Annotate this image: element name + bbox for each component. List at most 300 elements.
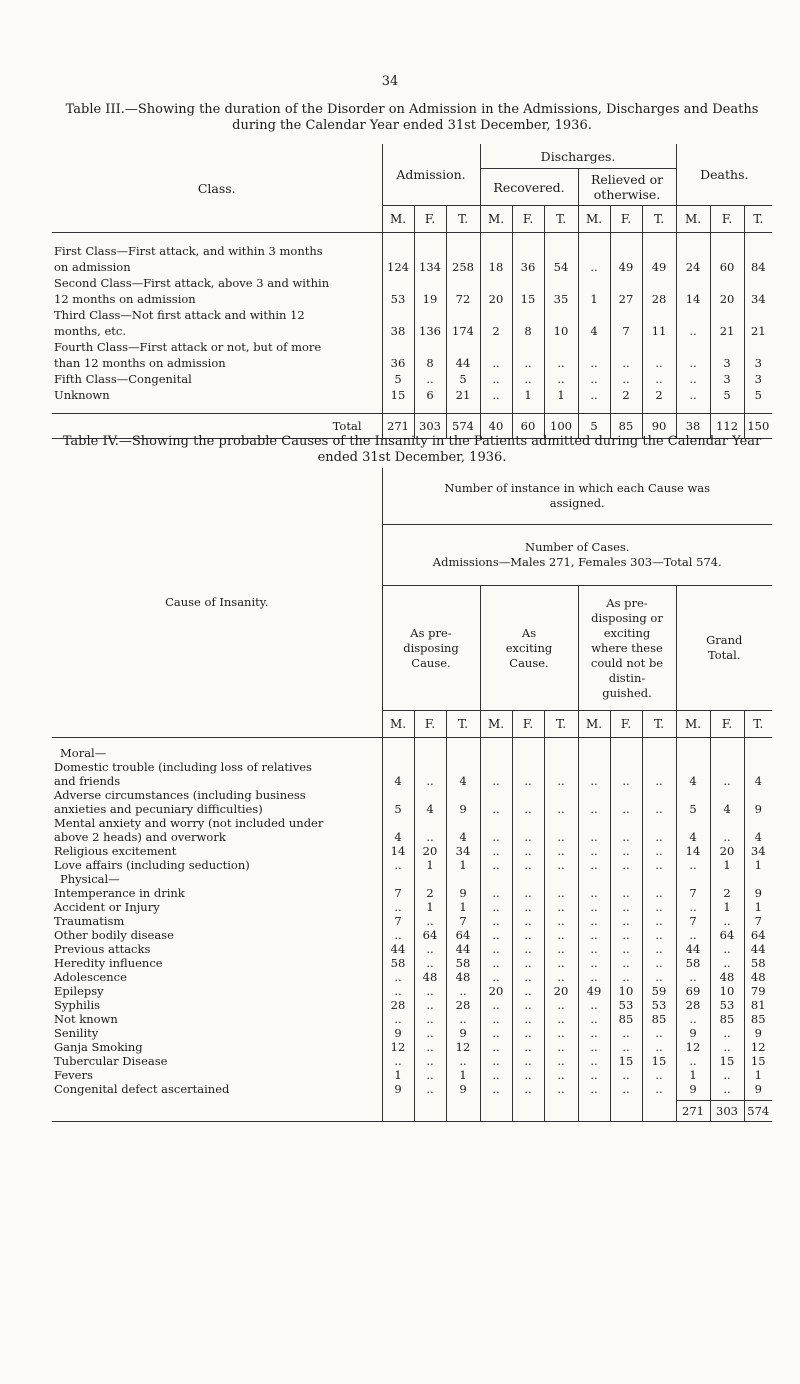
t3-total-cell: 574	[446, 414, 480, 439]
t4-row-cell: 44	[382, 942, 414, 956]
t4-row-spacer	[480, 788, 512, 802]
t4-f-header: F.	[710, 711, 744, 738]
t4-row-cell: ..	[512, 886, 544, 900]
t4-row-cell: 1	[414, 858, 446, 872]
t3-row-cell: 24	[676, 259, 710, 275]
t4-row-cell: ..	[480, 928, 512, 942]
t3-row-cell: 124	[382, 259, 414, 275]
t4-row-cell: 14	[382, 844, 414, 858]
t3-row-spacer	[610, 275, 642, 291]
t4-row-spacer	[642, 816, 676, 830]
t4-row-cell: 15	[610, 1054, 642, 1068]
t3-row-spacer	[382, 275, 414, 291]
t4-row-cell: 5	[382, 802, 414, 816]
t4-row-cell: 1	[414, 900, 446, 914]
t4-total-spacer	[382, 1101, 414, 1122]
t4-row-cell: 34	[744, 844, 772, 858]
t4-row-cell: ..	[642, 1082, 676, 1096]
t3-row-cell: ..	[610, 355, 642, 371]
t3-total-cell: 40	[480, 414, 512, 439]
t3-row-cell: 38	[382, 323, 414, 339]
t3-recovered-header: Recovered.	[480, 169, 578, 206]
t3-total-cell: 5	[578, 414, 610, 439]
spacer-cell	[382, 403, 414, 414]
t4-row-cell: ..	[544, 802, 578, 816]
t4-row-cell: ..	[480, 802, 512, 816]
t4-row-cell: ..	[512, 1026, 544, 1040]
t3-row-label-cont: 12 months on admission	[54, 292, 196, 306]
t3-m-header: M.	[578, 206, 610, 233]
t4-row-spacer	[512, 760, 544, 774]
t3-row-cell: 27	[610, 291, 642, 307]
t3-row-spacer	[710, 275, 744, 291]
t3-discharges-header: Discharges.	[480, 144, 676, 169]
t3-row-cell: 19	[414, 291, 446, 307]
t4-row-spacer	[578, 760, 610, 774]
spacer-cell	[446, 233, 480, 244]
t3-row-spacer	[744, 339, 772, 355]
t4-row-cell: ..	[480, 1068, 512, 1082]
t4-spacer	[610, 746, 642, 760]
t3-t-header: T.	[642, 206, 676, 233]
t4-row-spacer	[710, 816, 744, 830]
t4-row-spacer	[446, 760, 480, 774]
t4-row-cell: ..	[610, 844, 642, 858]
t4-row-spacer	[544, 788, 578, 802]
t4-row-cell: ..	[544, 1026, 578, 1040]
t3-row-cell: 10	[544, 323, 578, 339]
t4-row-cell: ..	[480, 858, 512, 872]
t3-row-cell: 6	[414, 387, 446, 403]
t4-grand-total-cell: 271	[676, 1101, 710, 1122]
t3-row-cell: 3	[710, 371, 744, 387]
t4-row-cell: 1	[446, 858, 480, 872]
t4-total-spacer	[610, 1101, 642, 1122]
t3-row-cell: 49	[610, 259, 642, 275]
t4-spacer	[578, 872, 610, 886]
t3-row-cell: 174	[446, 323, 480, 339]
t3-row-spacer	[744, 307, 772, 323]
t4-row-cell: 10	[610, 984, 642, 998]
t4-row-cell: ..	[512, 844, 544, 858]
t4-row-cell: ..	[610, 886, 642, 900]
t4-row-cell: 81	[744, 998, 772, 1012]
t4-row-cell: ..	[512, 956, 544, 970]
t4-row-cell: 12	[676, 1040, 710, 1054]
t4-row-cell: ..	[676, 1012, 710, 1026]
t4-row-cell: 1	[446, 900, 480, 914]
t4-row-cell: ..	[544, 1040, 578, 1054]
t3-row-cell: 5	[382, 371, 414, 387]
t3-row-cell: 7	[610, 323, 642, 339]
t4-row-cell: 48	[414, 970, 446, 984]
t3-row-spacer	[446, 243, 480, 259]
t3-row-cell: 2	[480, 323, 512, 339]
t3-row-cell: 21	[446, 387, 480, 403]
t4-row-cell: 12	[446, 1040, 480, 1054]
t4-f-header: F.	[512, 711, 544, 738]
t4-row-spacer	[642, 788, 676, 802]
t4-row-cell: ..	[642, 774, 676, 788]
t4-row-cell: 69	[676, 984, 710, 998]
t4-row-cell: 2	[710, 886, 744, 900]
t4-row-cell: ..	[512, 1068, 544, 1082]
t4-row-cell: ..	[544, 858, 578, 872]
t4-predisposing-header: As pre- disposing Cause.	[382, 586, 480, 711]
t3-row-spacer	[642, 243, 676, 259]
t4-row-label: Adverse circumstances (including business	[54, 788, 306, 802]
t4-row-cell: 7	[744, 914, 772, 928]
t4-row-spacer	[676, 760, 710, 774]
t3-row-spacer	[544, 307, 578, 323]
t4-row-spacer	[744, 788, 772, 802]
t4-row-cell: ..	[642, 802, 676, 816]
t4-row-spacer	[382, 760, 414, 774]
spacer-cell	[642, 233, 676, 244]
t4-row-cell: ..	[544, 1054, 578, 1068]
t4-row-cell: 44	[744, 942, 772, 956]
t4-row-cell: 64	[710, 928, 744, 942]
t3-row-cell: ..	[642, 371, 676, 387]
t3-total-cell: 85	[610, 414, 642, 439]
t3-row-spacer	[642, 275, 676, 291]
t4-row-label: Religious excitement	[54, 844, 177, 858]
t4-row-cell: ..	[382, 1054, 414, 1068]
t4-row-label: Fevers	[54, 1068, 93, 1082]
t4-row-cell: ..	[710, 1068, 744, 1082]
t3-row-spacer	[512, 275, 544, 291]
t4-row-cell: ..	[610, 858, 642, 872]
t4-row-cell: 20	[544, 984, 578, 998]
t3-m-header: M.	[480, 206, 512, 233]
t4-row-cell: ..	[414, 956, 446, 970]
t4-row-spacer	[578, 788, 610, 802]
t3-row-spacer	[446, 275, 480, 291]
t4-row-cell: ..	[512, 942, 544, 956]
t4-total-spacer	[642, 1101, 676, 1122]
t3-row-cell: 28	[642, 291, 676, 307]
t4-spacer	[480, 872, 512, 886]
spacer-cell	[480, 738, 512, 747]
t4-row-cell: ..	[512, 970, 544, 984]
t4-row-cell: 1	[446, 1068, 480, 1082]
t4-row-cell: ..	[642, 858, 676, 872]
t4-row-cell: ..	[578, 1054, 610, 1068]
spacer-cell	[578, 403, 610, 414]
t4-total-spacer	[414, 1101, 446, 1122]
t3-row-spacer	[414, 307, 446, 323]
t4-row-cell: ..	[382, 900, 414, 914]
spacer-cell	[544, 403, 578, 414]
spacer-cell	[446, 403, 480, 414]
t4-row-cell: 85	[710, 1012, 744, 1026]
t4-row-cell: ..	[710, 774, 744, 788]
t4-row-cell: 9	[446, 1026, 480, 1040]
t4-row-cell: 53	[710, 998, 744, 1012]
t4-row-cell: ..	[642, 928, 676, 942]
t3-row-cell: ..	[578, 387, 610, 403]
t4-row-cell: ..	[480, 970, 512, 984]
t4-grand-header: Grand Total.	[676, 586, 772, 711]
t4-row-cell: ..	[544, 928, 578, 942]
t4-row-cell: ..	[414, 998, 446, 1012]
t4-row-cell: ..	[610, 774, 642, 788]
t4-row-cell: 10	[710, 984, 744, 998]
t4-row-label-cont: anxieties and pecuniary difficulties)	[54, 802, 263, 816]
t4-row-cell: ..	[544, 774, 578, 788]
t4-row-cell: ..	[512, 928, 544, 942]
t4-row-spacer	[642, 760, 676, 774]
spacer-cell	[676, 403, 710, 414]
t3-t-header: T.	[744, 206, 772, 233]
t3-row-spacer	[578, 307, 610, 323]
t3-row-label-cont: than 12 months on admission	[54, 356, 226, 370]
t4-row-cell: 64	[744, 928, 772, 942]
t3-row-cell: ..	[578, 355, 610, 371]
t4-row-cell: ..	[544, 914, 578, 928]
t4-row-cell: ..	[578, 970, 610, 984]
t4-row-cell: 14	[676, 844, 710, 858]
t4-row-cell: ..	[610, 900, 642, 914]
t4-row-cell: ..	[414, 1026, 446, 1040]
t4-t-header: T.	[446, 711, 480, 738]
t3-row-spacer	[544, 243, 578, 259]
spacer-cell	[382, 233, 414, 244]
t3-row-cell: ..	[642, 355, 676, 371]
t4-row-cell: ..	[446, 1012, 480, 1026]
t4-row-cell: 48	[744, 970, 772, 984]
table3	[52, 144, 772, 439]
t3-row-spacer	[710, 243, 744, 259]
t4-row-cell: ..	[610, 1026, 642, 1040]
t4-row-cell: 58	[446, 956, 480, 970]
t3-row-cell: 136	[414, 323, 446, 339]
t4-row-cell: ..	[480, 1040, 512, 1054]
t4-row-cell: 53	[642, 998, 676, 1012]
t4-row-cell: ..	[480, 998, 512, 1012]
t4-row-cell: ..	[642, 886, 676, 900]
t3-row-spacer	[744, 243, 772, 259]
t4-row-cell: ..	[414, 914, 446, 928]
t4-row-label: Accident or Injury	[54, 900, 160, 914]
t4-row-cell: ..	[382, 984, 414, 998]
t4-row-label: Other bodily disease	[54, 928, 174, 942]
table4-caption: Table IV.—Showing the probable Causes of the Insanity in the Patients admitted during the Calendar Year ended 31st December, 1936.	[62, 434, 762, 465]
t3-row-cell: 18	[480, 259, 512, 275]
t4-row-cell: ..	[578, 1012, 610, 1026]
t4-row-label: Tubercular Disease	[54, 1054, 168, 1068]
t3-row-spacer	[676, 339, 710, 355]
t3-f-header: F.	[610, 206, 642, 233]
t3-total-cell: 60	[512, 414, 544, 439]
t4-row-cell: ..	[578, 900, 610, 914]
t3-m-header: M.	[382, 206, 414, 233]
t3-row-spacer	[676, 307, 710, 323]
t4-row-cell: 20	[710, 844, 744, 858]
t3-row-cell: 1	[578, 291, 610, 307]
t3-row-cell: ..	[676, 323, 710, 339]
spacer-cell	[610, 233, 642, 244]
t4-spacer	[414, 746, 446, 760]
t3-row-spacer	[676, 275, 710, 291]
spacer-cell	[744, 233, 772, 244]
t4-row-cell: 59	[642, 984, 676, 998]
t4-row-cell: 9	[446, 886, 480, 900]
t3-row-cell: 49	[642, 259, 676, 275]
t4-row-cell: ..	[414, 1068, 446, 1082]
t4-row-cell: ..	[414, 830, 446, 844]
t4-row-cell: ..	[642, 844, 676, 858]
t3-row-cell: 134	[414, 259, 446, 275]
t3-row-spacer	[512, 307, 544, 323]
t3-row-cell: ..	[544, 355, 578, 371]
t3-total-cell: 38	[676, 414, 710, 439]
t4-row-cell: ..	[642, 1068, 676, 1082]
t3-row-cell: ..	[544, 371, 578, 387]
spacer-cell	[676, 233, 710, 244]
t3-row-spacer	[382, 339, 414, 355]
t4-row-cell: 20	[414, 844, 446, 858]
t4-row-cell: 4	[710, 802, 744, 816]
t4-row-cell: ..	[642, 900, 676, 914]
t4-row-cell: ..	[642, 830, 676, 844]
t4-row-cell: ..	[642, 970, 676, 984]
t4-row-cell: 34	[446, 844, 480, 858]
t3-row-cell: 14	[676, 291, 710, 307]
t3-row-cell: 1	[512, 387, 544, 403]
t4-row-cell: ..	[414, 1012, 446, 1026]
t4-section-physical: Physical—	[60, 872, 120, 886]
t4-row-cell: 2	[414, 886, 446, 900]
t4-row-cell: 9	[744, 886, 772, 900]
t3-row-spacer	[578, 243, 610, 259]
t3-row-spacer	[642, 339, 676, 355]
t4-row-cell: ..	[480, 1012, 512, 1026]
t4-row-cell: 9	[744, 802, 772, 816]
t4-row-cell: 48	[446, 970, 480, 984]
t3-row-cell: 258	[446, 259, 480, 275]
t4-row-cell: ..	[578, 802, 610, 816]
t4-row-cell: ..	[544, 1012, 578, 1026]
t4-row-label: Intemperance in drink	[54, 886, 185, 900]
t3-f-header: F.	[512, 206, 544, 233]
t4-row-cell: ..	[512, 900, 544, 914]
t3-row-cell: 8	[512, 323, 544, 339]
t4-m-header: M.	[382, 711, 414, 738]
t4-row-cell: ..	[414, 942, 446, 956]
t4-spacer	[744, 872, 772, 886]
t4-row-cell: 58	[382, 956, 414, 970]
t3-row-spacer	[446, 339, 480, 355]
t3-row-cell: 34	[744, 291, 772, 307]
t4-row-cell: ..	[578, 928, 610, 942]
t3-total-cell: 100	[544, 414, 578, 439]
t4-row-cell: ..	[578, 1040, 610, 1054]
t4-row-cell: 9	[446, 802, 480, 816]
t3-total-cell: 112	[710, 414, 744, 439]
t4-row-spacer	[544, 816, 578, 830]
t3-row-label: Fifth Class—Congenital	[54, 372, 192, 386]
t3-row-cell: ..	[414, 371, 446, 387]
t4-row-cell: 7	[676, 886, 710, 900]
t4-row-cell: ..	[710, 914, 744, 928]
t3-row-spacer	[382, 307, 414, 323]
t4-row-cell: ..	[512, 802, 544, 816]
t4-row-cell: 7	[446, 914, 480, 928]
t4-row-cell: ..	[642, 1026, 676, 1040]
t4-row-spacer	[446, 788, 480, 802]
t3-row-cell: ..	[512, 371, 544, 387]
t4-row-cell: ..	[642, 942, 676, 956]
t4-row-label: Ganja Smoking	[54, 1040, 143, 1054]
t4-row-cell: 4	[744, 774, 772, 788]
t4-row-cell: ..	[578, 998, 610, 1012]
t4-row-cell: ..	[544, 900, 578, 914]
t4-row-cell: ..	[414, 984, 446, 998]
spacer-cell	[710, 233, 744, 244]
t4-row-spacer	[414, 760, 446, 774]
t4-row-label: Syphilis	[54, 998, 101, 1012]
t3-row-cell: 4	[578, 323, 610, 339]
t4-row-cell: ..	[610, 802, 642, 816]
t4-row-cell: 7	[382, 886, 414, 900]
t4-row-spacer	[480, 816, 512, 830]
spacer-cell	[610, 403, 642, 414]
t4-row-spacer	[610, 760, 642, 774]
t3-total-cell: 150	[744, 414, 772, 439]
t3-row-cell: 21	[710, 323, 744, 339]
t3-row-spacer	[512, 243, 544, 259]
table3-caption: Table III.—Showing the duration of the Disorder on Admission in the Admissions, Discharges and Deaths during the Calendar Year ended 31st December, 1936.	[65, 102, 759, 133]
t4-row-spacer	[710, 788, 744, 802]
t4-row-cell: 4	[382, 774, 414, 788]
t4-admissions-header	[382, 525, 772, 586]
t4-row-cell: 15	[710, 1054, 744, 1068]
t4-row-cell: ..	[480, 956, 512, 970]
t4-spacer	[446, 746, 480, 760]
t4-row-cell: 85	[642, 1012, 676, 1026]
t4-row-cell: ..	[610, 942, 642, 956]
t4-row-label: Heredity influence	[54, 956, 163, 970]
t3-t-header: T.	[544, 206, 578, 233]
t3-row-cell: 5	[446, 371, 480, 387]
t4-spacer	[414, 872, 446, 886]
spacer-cell	[52, 233, 382, 244]
t3-row-cell: 8	[414, 355, 446, 371]
t4-row-cell: 4	[676, 774, 710, 788]
t4-row-label: Congenital defect ascertained	[54, 1082, 230, 1096]
t4-total-spacer	[544, 1101, 578, 1122]
t3-total-cell: 271	[382, 414, 414, 439]
t4-row-spacer	[578, 816, 610, 830]
t4-total-spacer	[578, 1101, 610, 1122]
spacer-cell	[382, 738, 414, 747]
t4-row-label: Not known	[54, 1012, 118, 1026]
t4-f-header: F.	[414, 711, 446, 738]
t4-row-cell: ..	[544, 1068, 578, 1082]
t4-row-label: Adolescence	[54, 970, 127, 984]
t3-total-cell: 303	[414, 414, 446, 439]
t4-row-cell: ..	[480, 942, 512, 956]
t3-row-spacer	[710, 339, 744, 355]
t4-t-header: T.	[544, 711, 578, 738]
t4-spacer	[610, 872, 642, 886]
t4-row-cell: ..	[578, 914, 610, 928]
t3-row-cell: ..	[578, 259, 610, 275]
t4-exciting-header: As exciting Cause.	[480, 586, 578, 711]
t4-row-cell: 9	[446, 1082, 480, 1096]
t4-row-cell: ..	[480, 1026, 512, 1040]
